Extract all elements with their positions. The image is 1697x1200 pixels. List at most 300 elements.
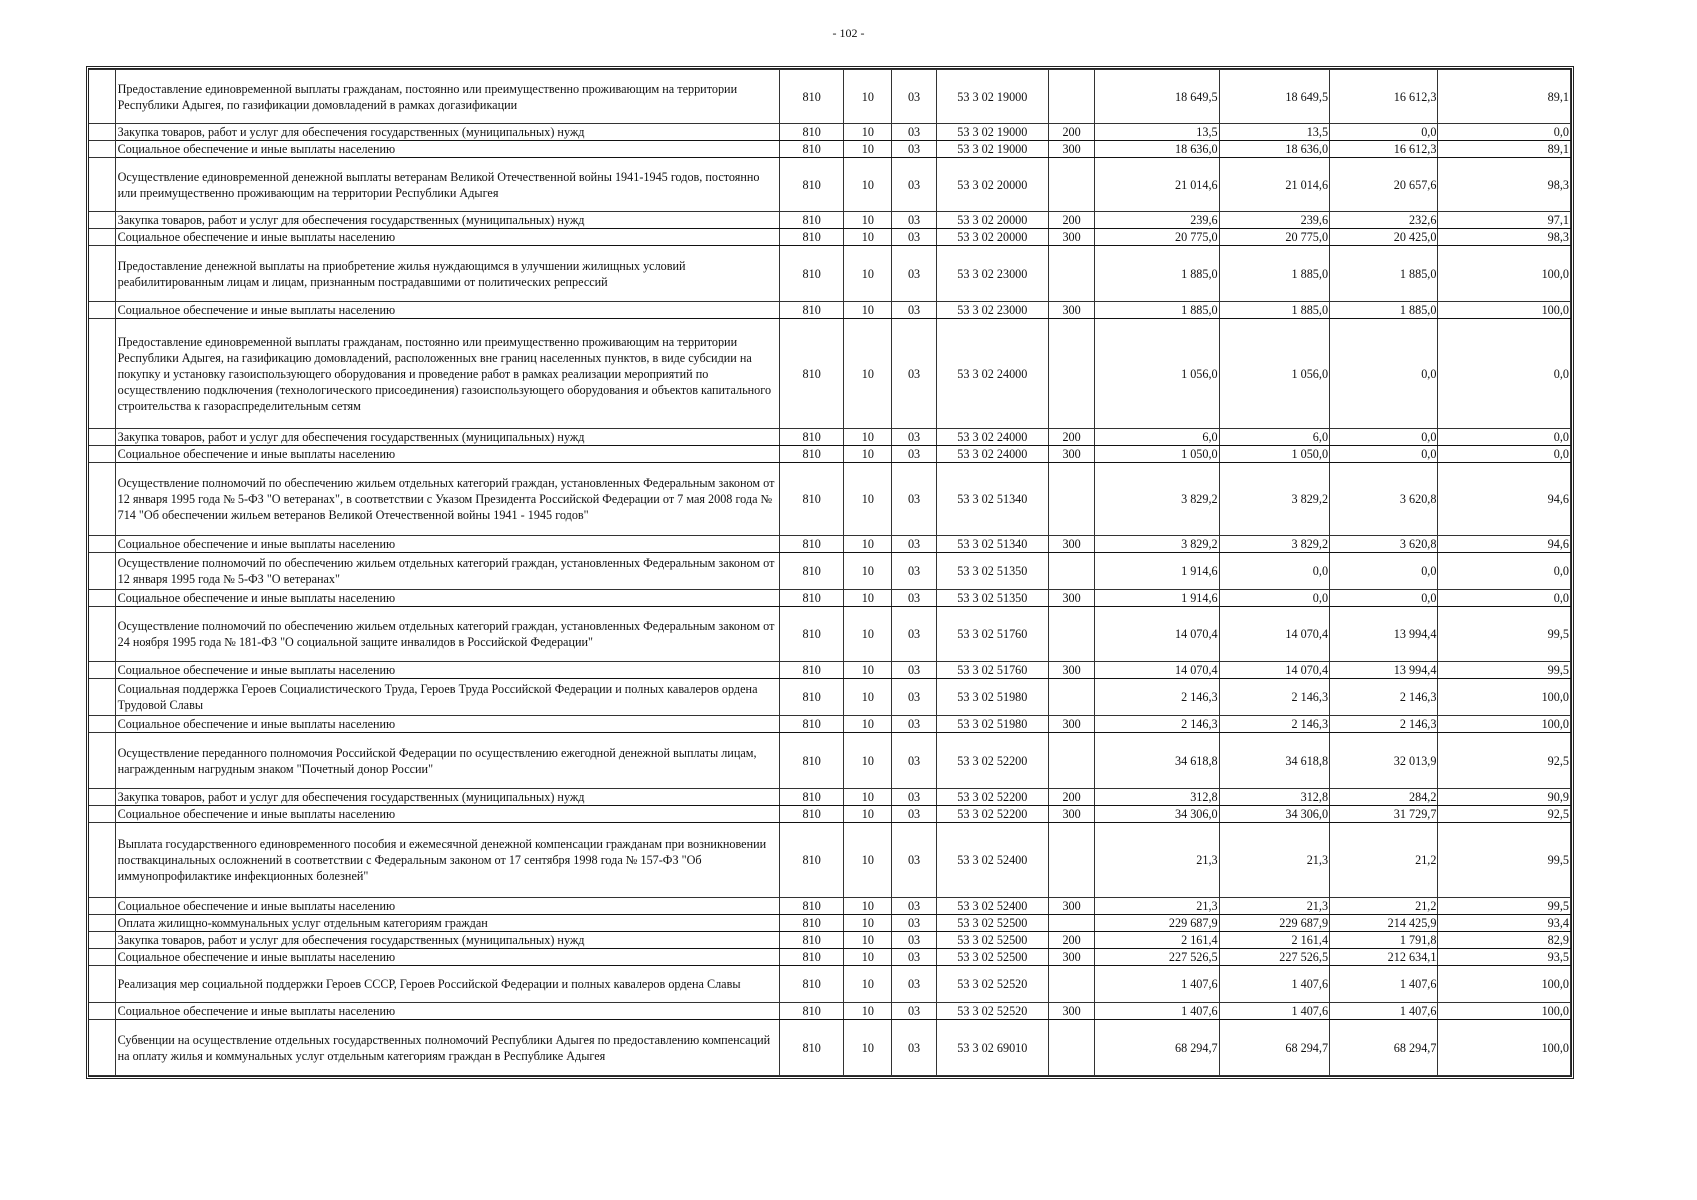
row-section-code: 10 — [844, 319, 892, 429]
row-value-1: 20 775,0 — [1095, 229, 1219, 246]
row-target-code: 53 3 02 52500 — [936, 915, 1048, 932]
row-target-code: 53 3 02 52500 — [936, 949, 1048, 966]
row-expense-type: 300 — [1049, 949, 1095, 966]
row-value-3: 0,0 — [1330, 446, 1438, 463]
row-margin-cell — [89, 536, 115, 553]
row-value-2: 18 649,5 — [1219, 70, 1329, 124]
row-value-2: 1 885,0 — [1219, 246, 1329, 302]
row-margin-cell — [89, 932, 115, 949]
row-expense-type — [1049, 679, 1095, 716]
budget-table-frame — [86, 66, 1574, 1079]
row-name: Социальное обеспечение и иные выплаты населению — [115, 590, 779, 607]
row-value-2: 1 056,0 — [1219, 319, 1329, 429]
row-section-code: 10 — [844, 966, 892, 1003]
row-percent: 0,0 — [1438, 446, 1571, 463]
row-value-3: 16 612,3 — [1330, 70, 1438, 124]
row-target-code: 53 3 02 51760 — [936, 607, 1048, 662]
row-margin-cell — [89, 662, 115, 679]
row-expense-type: 300 — [1049, 141, 1095, 158]
row-ved-code: 810 — [780, 733, 844, 789]
row-subsection-code: 03 — [892, 590, 936, 607]
row-margin-cell — [89, 70, 115, 124]
row-value-3: 2 146,3 — [1330, 716, 1438, 733]
row-value-3: 13 994,4 — [1330, 607, 1438, 662]
row-value-1: 312,8 — [1095, 789, 1219, 806]
row-margin-cell — [89, 429, 115, 446]
row-percent: 99,5 — [1438, 662, 1571, 679]
row-value-2: 34 306,0 — [1219, 806, 1329, 823]
row-target-code: 53 3 02 51350 — [936, 553, 1048, 590]
row-name: Закупка товаров, работ и услуг для обеспечения государственных (муниципальных) нужд — [115, 124, 779, 141]
row-value-3: 21,2 — [1330, 898, 1438, 915]
row-subsection-code: 03 — [892, 823, 936, 898]
row-target-code: 53 3 02 20000 — [936, 229, 1048, 246]
row-section-code: 10 — [844, 536, 892, 553]
row-value-1: 21,3 — [1095, 898, 1219, 915]
row-section-code: 10 — [844, 70, 892, 124]
row-percent: 100,0 — [1438, 302, 1571, 319]
row-target-code: 53 3 02 24000 — [936, 446, 1048, 463]
row-subsection-code: 03 — [892, 319, 936, 429]
row-value-2: 6,0 — [1219, 429, 1329, 446]
row-percent: 92,5 — [1438, 733, 1571, 789]
row-margin-cell — [89, 446, 115, 463]
row-target-code: 53 3 02 52400 — [936, 823, 1048, 898]
row-ved-code: 810 — [780, 246, 844, 302]
row-margin-cell — [89, 1020, 115, 1076]
row-value-2: 2 161,4 — [1219, 932, 1329, 949]
row-subsection-code: 03 — [892, 806, 936, 823]
table-row — [89, 607, 1571, 662]
table-row — [89, 212, 1571, 229]
row-value-1: 68 294,7 — [1095, 1020, 1219, 1076]
row-value-3: 1 885,0 — [1330, 246, 1438, 302]
row-target-code: 53 3 02 23000 — [936, 246, 1048, 302]
row-section-code: 10 — [844, 1020, 892, 1076]
row-percent: 0,0 — [1438, 124, 1571, 141]
row-margin-cell — [89, 229, 115, 246]
row-value-3: 284,2 — [1330, 789, 1438, 806]
table-row — [89, 536, 1571, 553]
table-row — [89, 429, 1571, 446]
row-subsection-code: 03 — [892, 446, 936, 463]
row-subsection-code: 03 — [892, 679, 936, 716]
row-subsection-code: 03 — [892, 70, 936, 124]
row-value-1: 1 885,0 — [1095, 302, 1219, 319]
row-target-code: 53 3 02 20000 — [936, 158, 1048, 212]
row-percent: 93,4 — [1438, 915, 1571, 932]
row-target-code: 53 3 02 51760 — [936, 662, 1048, 679]
row-value-3: 16 612,3 — [1330, 141, 1438, 158]
row-value-2: 21,3 — [1219, 898, 1329, 915]
row-value-2: 1 885,0 — [1219, 302, 1329, 319]
row-subsection-code: 03 — [892, 536, 936, 553]
row-value-3: 20 657,6 — [1330, 158, 1438, 212]
row-section-code: 10 — [844, 553, 892, 590]
row-value-2: 0,0 — [1219, 553, 1329, 590]
row-expense-type: 300 — [1049, 898, 1095, 915]
row-name: Осуществление полномочий по обеспечению жильем отдельных категорий граждан, установленных Федеральным законом от 24 ноября 1995 года № 181-ФЗ "О социальной защите инвалидов в Российской Федерации" — [115, 607, 779, 662]
row-margin-cell — [89, 806, 115, 823]
table-row — [89, 679, 1571, 716]
row-name: Социальное обеспечение и иные выплаты населению — [115, 446, 779, 463]
row-section-code: 10 — [844, 679, 892, 716]
row-margin-cell — [89, 966, 115, 1003]
row-expense-type — [1049, 463, 1095, 536]
row-target-code: 53 3 02 19000 — [936, 70, 1048, 124]
row-section-code: 10 — [844, 429, 892, 446]
row-margin-cell — [89, 898, 115, 915]
row-value-2: 20 775,0 — [1219, 229, 1329, 246]
row-subsection-code: 03 — [892, 966, 936, 1003]
row-name: Субвенции на осуществление отдельных государственных полномочий Республики Адыгея по предоставлению компенсаций на оплату жилья и коммунальных услуг отдельным категориям граждан в Республике Адыгея — [115, 1020, 779, 1076]
row-expense-type — [1049, 246, 1095, 302]
row-expense-type: 200 — [1049, 212, 1095, 229]
row-value-2: 14 070,4 — [1219, 607, 1329, 662]
row-value-2: 2 146,3 — [1219, 716, 1329, 733]
row-value-1: 1 050,0 — [1095, 446, 1219, 463]
row-percent: 100,0 — [1438, 1003, 1571, 1020]
row-name: Социальное обеспечение и иные выплаты населению — [115, 949, 779, 966]
row-target-code: 53 3 02 52200 — [936, 789, 1048, 806]
row-section-code: 10 — [844, 124, 892, 141]
row-target-code: 53 3 02 52200 — [936, 733, 1048, 789]
row-expense-type: 300 — [1049, 1003, 1095, 1020]
row-name: Социальное обеспечение и иные выплаты населению — [115, 898, 779, 915]
table-row — [89, 229, 1571, 246]
table-row — [89, 806, 1571, 823]
row-name: Закупка товаров, работ и услуг для обеспечения государственных (муниципальных) нужд — [115, 932, 779, 949]
row-target-code: 53 3 02 51340 — [936, 536, 1048, 553]
row-target-code: 53 3 02 51980 — [936, 716, 1048, 733]
row-ved-code: 810 — [780, 212, 844, 229]
row-value-3: 0,0 — [1330, 319, 1438, 429]
row-name: Социальное обеспечение и иные выплаты населению — [115, 662, 779, 679]
row-value-2: 21,3 — [1219, 823, 1329, 898]
row-ved-code: 810 — [780, 463, 844, 536]
row-value-1: 1 407,6 — [1095, 1003, 1219, 1020]
table-row — [89, 932, 1571, 949]
row-subsection-code: 03 — [892, 915, 936, 932]
table-row — [89, 553, 1571, 590]
row-ved-code: 810 — [780, 70, 844, 124]
row-margin-cell — [89, 915, 115, 932]
row-target-code: 53 3 02 24000 — [936, 429, 1048, 446]
row-value-2: 229 687,9 — [1219, 915, 1329, 932]
row-value-3: 21,2 — [1330, 823, 1438, 898]
row-margin-cell — [89, 823, 115, 898]
row-ved-code: 810 — [780, 823, 844, 898]
row-section-code: 10 — [844, 229, 892, 246]
row-subsection-code: 03 — [892, 733, 936, 789]
row-value-3: 13 994,4 — [1330, 662, 1438, 679]
row-target-code: 53 3 02 52400 — [936, 898, 1048, 915]
table-row — [89, 319, 1571, 429]
row-percent: 90,9 — [1438, 789, 1571, 806]
row-value-3: 32 013,9 — [1330, 733, 1438, 789]
row-value-3: 20 425,0 — [1330, 229, 1438, 246]
table-row — [89, 915, 1571, 932]
row-subsection-code: 03 — [892, 463, 936, 536]
row-ved-code: 810 — [780, 662, 844, 679]
row-expense-type: 300 — [1049, 716, 1095, 733]
row-ved-code: 810 — [780, 319, 844, 429]
row-value-2: 1 407,6 — [1219, 966, 1329, 1003]
row-margin-cell — [89, 302, 115, 319]
row-percent: 0,0 — [1438, 553, 1571, 590]
row-section-code: 10 — [844, 141, 892, 158]
row-percent: 82,9 — [1438, 932, 1571, 949]
row-subsection-code: 03 — [892, 789, 936, 806]
row-value-3: 1 407,6 — [1330, 966, 1438, 1003]
table-row — [89, 949, 1571, 966]
row-percent: 99,5 — [1438, 607, 1571, 662]
row-margin-cell — [89, 463, 115, 536]
row-margin-cell — [89, 590, 115, 607]
table-row — [89, 789, 1571, 806]
row-ved-code: 810 — [780, 553, 844, 590]
row-target-code: 53 3 02 51980 — [936, 679, 1048, 716]
row-value-2: 239,6 — [1219, 212, 1329, 229]
row-subsection-code: 03 — [892, 949, 936, 966]
row-value-3: 212 634,1 — [1330, 949, 1438, 966]
row-value-3: 1 885,0 — [1330, 302, 1438, 319]
row-value-1: 14 070,4 — [1095, 662, 1219, 679]
row-percent: 100,0 — [1438, 246, 1571, 302]
row-value-2: 18 636,0 — [1219, 141, 1329, 158]
row-target-code: 53 3 02 51350 — [936, 590, 1048, 607]
row-margin-cell — [89, 553, 115, 590]
row-margin-cell — [89, 679, 115, 716]
row-section-code: 10 — [844, 789, 892, 806]
table-row — [89, 823, 1571, 898]
row-name: Социальное обеспечение и иные выплаты населению — [115, 806, 779, 823]
row-target-code: 53 3 02 24000 — [936, 319, 1048, 429]
row-subsection-code: 03 — [892, 302, 936, 319]
row-value-3: 2 146,3 — [1330, 679, 1438, 716]
row-name: Социальное обеспечение и иные выплаты населению — [115, 1003, 779, 1020]
row-value-3: 1 407,6 — [1330, 1003, 1438, 1020]
row-name: Выплата государственного единовременного пособия и ежемесячной денежной компенсации гражданам при возникновении поствакцинальных осложнений в соответствии с Федеральным законом от 17 сентября 1998 года № 157-ФЗ "Об иммунопрофилактике инфекционных болезней" — [115, 823, 779, 898]
row-value-3: 3 620,8 — [1330, 463, 1438, 536]
row-value-3: 0,0 — [1330, 553, 1438, 590]
row-name: Социальное обеспечение и иные выплаты населению — [115, 716, 779, 733]
table-row — [89, 70, 1571, 124]
row-expense-type: 300 — [1049, 806, 1095, 823]
row-subsection-code: 03 — [892, 212, 936, 229]
row-ved-code: 810 — [780, 229, 844, 246]
row-ved-code: 810 — [780, 932, 844, 949]
row-percent: 98,3 — [1438, 158, 1571, 212]
row-target-code: 53 3 02 69010 — [936, 1020, 1048, 1076]
row-value-3: 3 620,8 — [1330, 536, 1438, 553]
row-expense-type — [1049, 823, 1095, 898]
row-ved-code: 810 — [780, 966, 844, 1003]
row-expense-type — [1049, 966, 1095, 1003]
row-target-code: 53 3 02 52200 — [936, 806, 1048, 823]
row-value-2: 34 618,8 — [1219, 733, 1329, 789]
row-expense-type: 300 — [1049, 536, 1095, 553]
row-name: Предоставление единовременной выплаты гражданам, постоянно или преимущественно проживающим на территории Республики Адыгея, на газификацию домовладений, расположенных вне границ населенных пунктов, в виде субсидии на покупку и установку газоиспользующего оборудования и проведение работ в рамках реализации мероприятий по осуществлению подключения (технологического присоединения) газоиспользующего оборудования и объектов капитального строительства к газораспределительным сетям — [115, 319, 779, 429]
row-expense-type: 300 — [1049, 590, 1095, 607]
row-value-1: 21,3 — [1095, 823, 1219, 898]
row-value-2: 1 050,0 — [1219, 446, 1329, 463]
row-value-2: 1 407,6 — [1219, 1003, 1329, 1020]
row-subsection-code: 03 — [892, 1020, 936, 1076]
row-expense-type — [1049, 733, 1095, 789]
row-section-code: 10 — [844, 662, 892, 679]
row-percent: 98,3 — [1438, 229, 1571, 246]
row-section-code: 10 — [844, 915, 892, 932]
row-target-code: 53 3 02 19000 — [936, 141, 1048, 158]
row-name: Осуществление переданного полномочия Российской Федерации по осуществлению ежегодной денежной выплаты лицам, награжденным нагрудным знаком "Почетный донор России" — [115, 733, 779, 789]
row-value-3: 232,6 — [1330, 212, 1438, 229]
table-row — [89, 124, 1571, 141]
row-section-code: 10 — [844, 806, 892, 823]
row-value-1: 13,5 — [1095, 124, 1219, 141]
row-name: Осуществление полномочий по обеспечению жильем отдельных категорий граждан, установленных Федеральным законом от 12 января 1995 года № 5-ФЗ "О ветеранах" — [115, 553, 779, 590]
row-subsection-code: 03 — [892, 229, 936, 246]
row-ved-code: 810 — [780, 679, 844, 716]
row-target-code: 53 3 02 51340 — [936, 463, 1048, 536]
row-percent: 100,0 — [1438, 716, 1571, 733]
table-row — [89, 158, 1571, 212]
row-value-1: 239,6 — [1095, 212, 1219, 229]
row-target-code: 53 3 02 52520 — [936, 1003, 1048, 1020]
row-percent: 0,0 — [1438, 429, 1571, 446]
row-section-code: 10 — [844, 446, 892, 463]
row-value-1: 227 526,5 — [1095, 949, 1219, 966]
row-value-1: 18 649,5 — [1095, 70, 1219, 124]
table-row — [89, 966, 1571, 1003]
row-section-code: 10 — [844, 246, 892, 302]
row-value-2: 3 829,2 — [1219, 536, 1329, 553]
row-value-2: 2 146,3 — [1219, 679, 1329, 716]
row-value-2: 68 294,7 — [1219, 1020, 1329, 1076]
row-margin-cell — [89, 607, 115, 662]
table-row — [89, 141, 1571, 158]
row-margin-cell — [89, 124, 115, 141]
row-ved-code: 810 — [780, 590, 844, 607]
row-name: Социальное обеспечение и иные выплаты населению — [115, 302, 779, 319]
row-value-1: 21 014,6 — [1095, 158, 1219, 212]
row-value-2: 3 829,2 — [1219, 463, 1329, 536]
row-ved-code: 810 — [780, 716, 844, 733]
row-expense-type — [1049, 607, 1095, 662]
table-row — [89, 590, 1571, 607]
row-name: Осуществление полномочий по обеспечению жильем отдельных категорий граждан, установленных Федеральным законом от 12 января 1995 года № 5-ФЗ "О ветеранах", в соответствии с Указом Президента Российской Федерации от 7 мая 2008 года № 714 "Об обеспечении жильем ветеранов Великой Отечественной войны 1941 - 1945 годов" — [115, 463, 779, 536]
row-percent: 94,6 — [1438, 536, 1571, 553]
row-name: Социальное обеспечение и иные выплаты населению — [115, 141, 779, 158]
row-value-3: 31 729,7 — [1330, 806, 1438, 823]
row-expense-type — [1049, 70, 1095, 124]
row-subsection-code: 03 — [892, 429, 936, 446]
row-section-code: 10 — [844, 949, 892, 966]
row-value-1: 1 914,6 — [1095, 553, 1219, 590]
row-margin-cell — [89, 716, 115, 733]
row-ved-code: 810 — [780, 949, 844, 966]
row-section-code: 10 — [844, 590, 892, 607]
row-name: Социальное обеспечение и иные выплаты населению — [115, 229, 779, 246]
table-row — [89, 246, 1571, 302]
page-number: - 102 - — [832, 26, 865, 40]
row-name: Предоставление денежной выплаты на приобретение жилья нуждающимся в улучшении жилищных условий реабилитированным лицам и лицам, признанным пострадавшими от политических репрессий — [115, 246, 779, 302]
table-row — [89, 1020, 1571, 1076]
budget-table — [89, 69, 1571, 1076]
row-value-1: 1 056,0 — [1095, 319, 1219, 429]
row-subsection-code: 03 — [892, 898, 936, 915]
row-name: Закупка товаров, работ и услуг для обеспечения государственных (муниципальных) нужд — [115, 429, 779, 446]
row-section-code: 10 — [844, 1003, 892, 1020]
row-ved-code: 810 — [780, 915, 844, 932]
row-subsection-code: 03 — [892, 662, 936, 679]
row-value-2: 14 070,4 — [1219, 662, 1329, 679]
row-section-code: 10 — [844, 463, 892, 536]
row-subsection-code: 03 — [892, 158, 936, 212]
row-value-1: 1 885,0 — [1095, 246, 1219, 302]
row-ved-code: 810 — [780, 898, 844, 915]
row-percent: 89,1 — [1438, 70, 1571, 124]
row-margin-cell — [89, 212, 115, 229]
row-percent: 89,1 — [1438, 141, 1571, 158]
row-name: Закупка товаров, работ и услуг для обеспечения государственных (муниципальных) нужд — [115, 212, 779, 229]
row-ved-code: 810 — [780, 429, 844, 446]
row-value-1: 18 636,0 — [1095, 141, 1219, 158]
row-ved-code: 810 — [780, 158, 844, 212]
row-value-3: 214 425,9 — [1330, 915, 1438, 932]
row-percent: 92,5 — [1438, 806, 1571, 823]
row-ved-code: 810 — [780, 536, 844, 553]
row-subsection-code: 03 — [892, 553, 936, 590]
row-expense-type — [1049, 915, 1095, 932]
row-expense-type — [1049, 158, 1095, 212]
row-margin-cell — [89, 158, 115, 212]
row-section-code: 10 — [844, 158, 892, 212]
row-target-code: 53 3 02 20000 — [936, 212, 1048, 229]
row-subsection-code: 03 — [892, 932, 936, 949]
row-section-code: 10 — [844, 607, 892, 662]
table-row — [89, 463, 1571, 536]
row-subsection-code: 03 — [892, 607, 936, 662]
row-subsection-code: 03 — [892, 141, 936, 158]
row-expense-type: 300 — [1049, 302, 1095, 319]
row-value-1: 229 687,9 — [1095, 915, 1219, 932]
row-margin-cell — [89, 141, 115, 158]
row-expense-type: 300 — [1049, 662, 1095, 679]
row-percent: 100,0 — [1438, 966, 1571, 1003]
row-section-code: 10 — [844, 823, 892, 898]
row-percent: 0,0 — [1438, 319, 1571, 429]
table-row — [89, 716, 1571, 733]
row-name: Социальное обеспечение и иные выплаты населению — [115, 536, 779, 553]
row-target-code: 53 3 02 52500 — [936, 932, 1048, 949]
row-value-1: 1 914,6 — [1095, 590, 1219, 607]
row-margin-cell — [89, 733, 115, 789]
row-percent: 100,0 — [1438, 1020, 1571, 1076]
row-value-1: 34 618,8 — [1095, 733, 1219, 789]
row-ved-code: 810 — [780, 124, 844, 141]
row-section-code: 10 — [844, 932, 892, 949]
table-body — [89, 70, 1571, 1076]
table-row — [89, 1003, 1571, 1020]
row-ved-code: 810 — [780, 806, 844, 823]
row-value-3: 68 294,7 — [1330, 1020, 1438, 1076]
row-value-1: 3 829,2 — [1095, 536, 1219, 553]
row-percent: 93,5 — [1438, 949, 1571, 966]
table-row — [89, 662, 1571, 679]
row-margin-cell — [89, 246, 115, 302]
row-margin-cell — [89, 949, 115, 966]
